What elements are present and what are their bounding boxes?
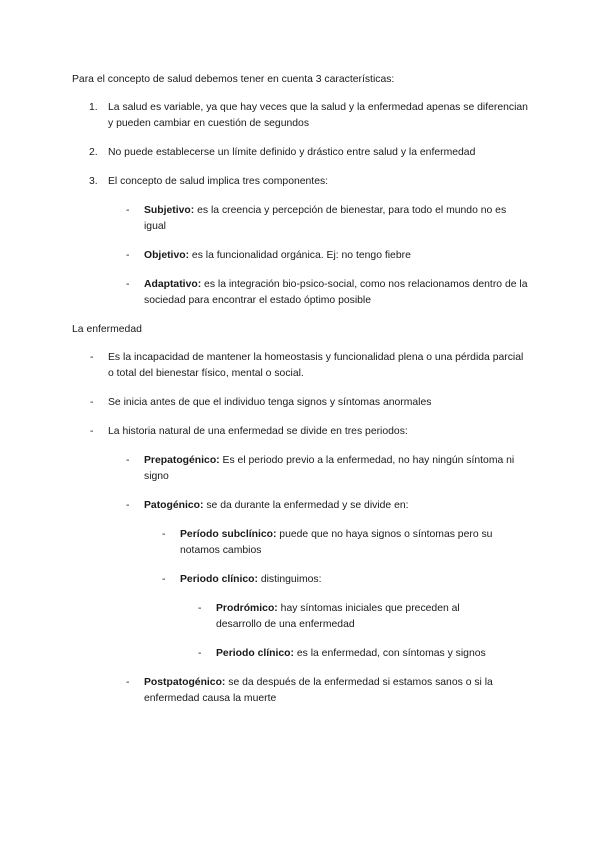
list-item-text: Se inicia antes de que el individuo tenga signos y síntomas anormales: [108, 397, 432, 408]
list-item-text: No puede establecerse un límite definido y drástico entre salud y la enfermedad: [108, 147, 476, 158]
list-item: [126, 277, 534, 308]
list-item: [126, 203, 529, 234]
list-item: [162, 527, 520, 558]
bullet-dash: -: [90, 426, 94, 437]
definition: puede que no haya signos o síntomas pero su notamos cambios: [180, 529, 493, 556]
list-item: [162, 572, 520, 588]
bullet-dash: -: [198, 603, 202, 614]
bullet-dash: -: [162, 529, 166, 540]
bullet-dash: -: [162, 574, 166, 585]
list-number: 1.: [89, 102, 98, 113]
list-item-text: La historia natural de una enfermedad se divide en tres periodos:: [108, 426, 408, 437]
list-item: [90, 350, 528, 381]
definition: hay síntomas iniciales que preceden al desarrollo de una enfermedad: [216, 603, 460, 630]
list-item: [89, 100, 528, 131]
list-item: [126, 248, 529, 264]
list-number: 2.: [89, 147, 98, 158]
bullet-dash: -: [198, 648, 202, 659]
bullet-dash: -: [126, 279, 130, 290]
term: Subjetivo:: [144, 205, 195, 216]
definition: se da durante la enfermedad y se divide en:: [203, 500, 409, 511]
list-item-text: El concepto de salud implica tres componentes:: [108, 176, 329, 187]
definition: es la enfermedad, con síntomas y signos: [293, 648, 486, 659]
term: Prepatogénico:: [144, 455, 220, 466]
definition: se da después de la enfermedad si estamos sanos o si la enfermedad causa la muerte: [144, 677, 493, 704]
bullet-dash: -: [90, 397, 94, 408]
list-item: [198, 601, 506, 632]
bullet-dash: -: [126, 677, 130, 688]
list-number: 3.: [89, 176, 98, 187]
bullet-dash: -: [126, 455, 130, 466]
list-item-text: La salud es variable, ya que hay veces que la salud y la enfermedad apenas se diferencian y pueden cambiar en cuestión de segundos: [108, 102, 528, 129]
bullet-dash: -: [90, 352, 94, 363]
list-item: [126, 498, 529, 514]
bullet-dash: -: [126, 250, 130, 261]
term: Prodrómico:: [216, 603, 278, 614]
definition: distinguimos:: [257, 574, 322, 585]
term: Objetivo:: [144, 250, 190, 261]
list-item: [126, 453, 519, 484]
list-item: [90, 395, 528, 411]
term: Patogénico:: [144, 500, 204, 511]
term: Periodo clínico:: [216, 648, 294, 659]
list-item: [198, 646, 536, 662]
definition: Es el periodo previo a la enfermedad, no hay ningún síntoma ni signo: [144, 455, 515, 482]
term: Postpatogénico:: [144, 677, 226, 688]
list-item: [89, 145, 528, 161]
bullet-dash: -: [126, 500, 130, 511]
term: Adaptativo:: [144, 279, 202, 290]
bullet-dash: -: [126, 205, 130, 216]
definition: es la creencia y percepción de bienestar, para todo el mundo no es igual: [144, 205, 507, 232]
term: Periodo clínico:: [180, 574, 258, 585]
list-item: [89, 174, 528, 190]
intro-paragraph: Para el concepto de salud debemos tener en cuenta 3 características:: [72, 74, 395, 85]
term: Período subclínico:: [180, 529, 277, 540]
section-heading: La enfermedad: [72, 324, 142, 335]
list-item: [90, 424, 528, 440]
list-item-text: Es la incapacidad de mantener la homeostasis y funcionalidad plena o una pérdida parcial o total del bienestar físico, mental o social.: [108, 352, 524, 379]
definition: es la funcionalidad orgánica. Ej: no tengo fiebre: [189, 250, 411, 261]
list-item: [126, 675, 524, 706]
definition: es la integración bio-psico-social, como nos relacionamos dentro de la sociedad para encontrar el estado óptimo posible: [144, 279, 528, 306]
